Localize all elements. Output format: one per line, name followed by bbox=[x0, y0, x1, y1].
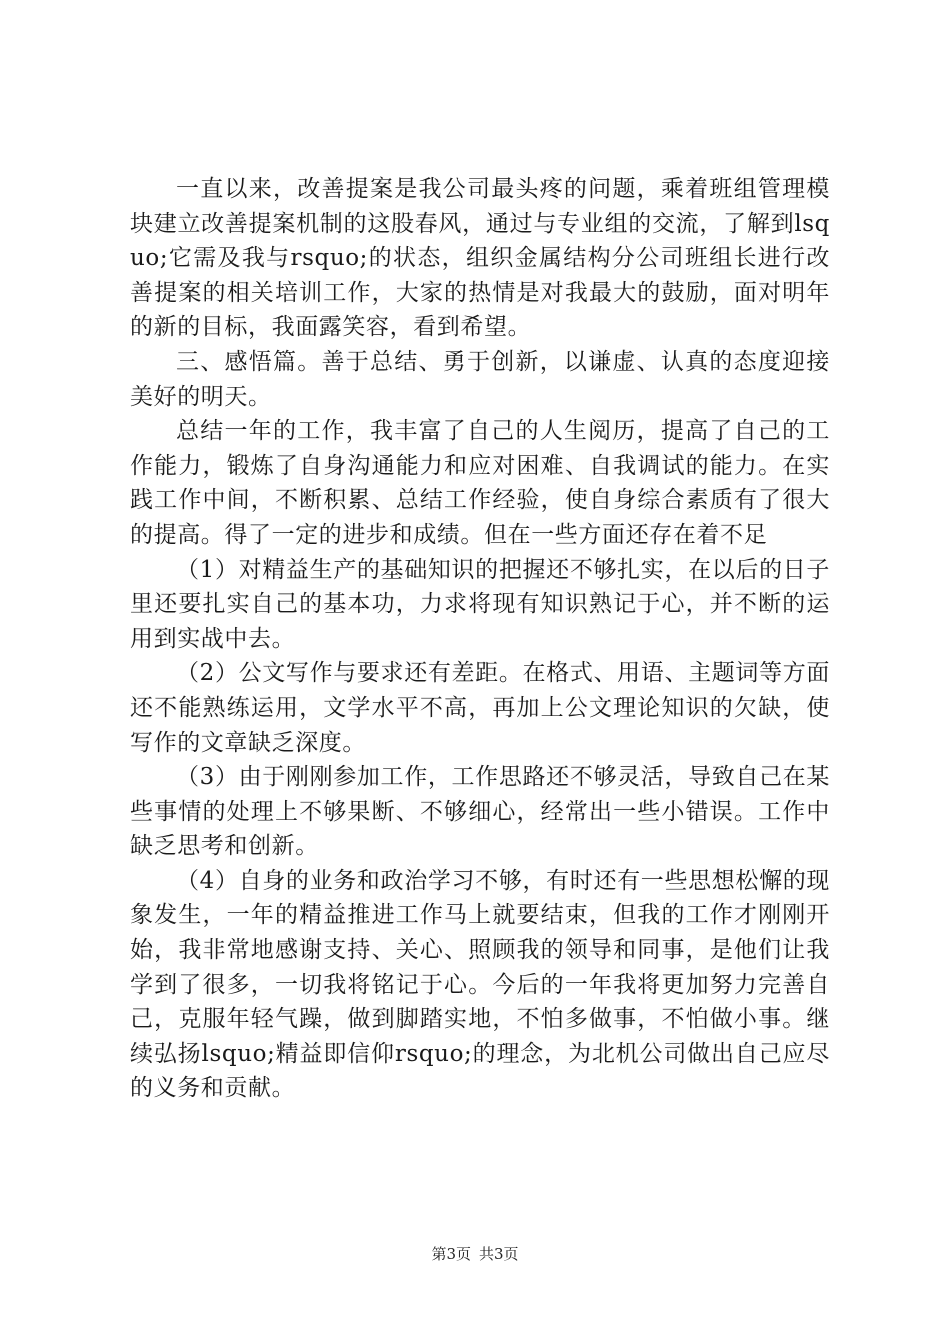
page-number-total: 共3页 bbox=[479, 1245, 519, 1263]
page-footer bbox=[0, 1244, 950, 1264]
paragraph-shortcoming-4: （4）自身的业务和政治学习不够，有时还有一些思想松懈的现象发生，一年的精益推进工作马上就要结束，但我的工作才刚刚开始，我非常地感谢支持、关心、照顾我的领导和同事，是他们让我学到了很多，一切我将铭记于心。今后的一年我将更加努力完善自己，克服年轻气躁，做到脚踏实地，不怕多做事，不怕做小事。继续弘扬lsquo;精益即信仰rsquo;的理念，为北机公司做出自己应尽的义务和贡献。 bbox=[130, 867, 830, 1102]
paragraph-annual-summary: 总结一年的工作，我丰富了自己的人生阅历，提高了自己的工作能力，锻炼了自身沟通能力和应对困难、自我调试的能力。在实践工作中间，不断积累、总结工作经验，使自身综合素质有了很大的提高。得了一定的进步和成绩。但在一些方面还存在着不足 bbox=[130, 418, 830, 548]
paragraph-shortcoming-2: （2）公文写作与要求还有差距。在格式、用语、主题词等方面还不能熟练运用，文学水平不高，再加上公文理论知识的欠缺，使写作的文章缺乏深度。 bbox=[130, 660, 830, 756]
paragraph-shortcoming-1: （1）对精益生产的基础知识的把握还不够扎实，在以后的日子里还要扎实自己的基本功，力求将现有知识熟记于心，并不断的运用到实战中去。 bbox=[130, 556, 830, 652]
paragraph-section-three-heading: 三、感悟篇。善于总结、勇于创新，以谦虚、认真的态度迎接美好的明天。 bbox=[130, 348, 830, 410]
paragraph-improvement-proposal: 一直以来，改善提案是我公司最头疼的问题，乘着班组管理模块建立改善提案机制的这股春风，通过与专业组的交流，了解到lsquo;它需及我与rsquo;的状态，组织金属结构分公司班组长进行改善提案的相关培训工作，大家的热情是对我最大的鼓励，面对明年的新的目标，我面露笑容，看到希望。 bbox=[130, 176, 830, 341]
paragraph-shortcoming-3: （3）由于刚刚参加工作，工作思路还不够灵活，导致自己在某些事情的处理上不够果断、不够细心，经常出一些小错误。工作中缺乏思考和创新。 bbox=[130, 764, 830, 860]
document-body bbox=[130, 172, 830, 1106]
page-number-current: 第3页 bbox=[431, 1245, 471, 1263]
